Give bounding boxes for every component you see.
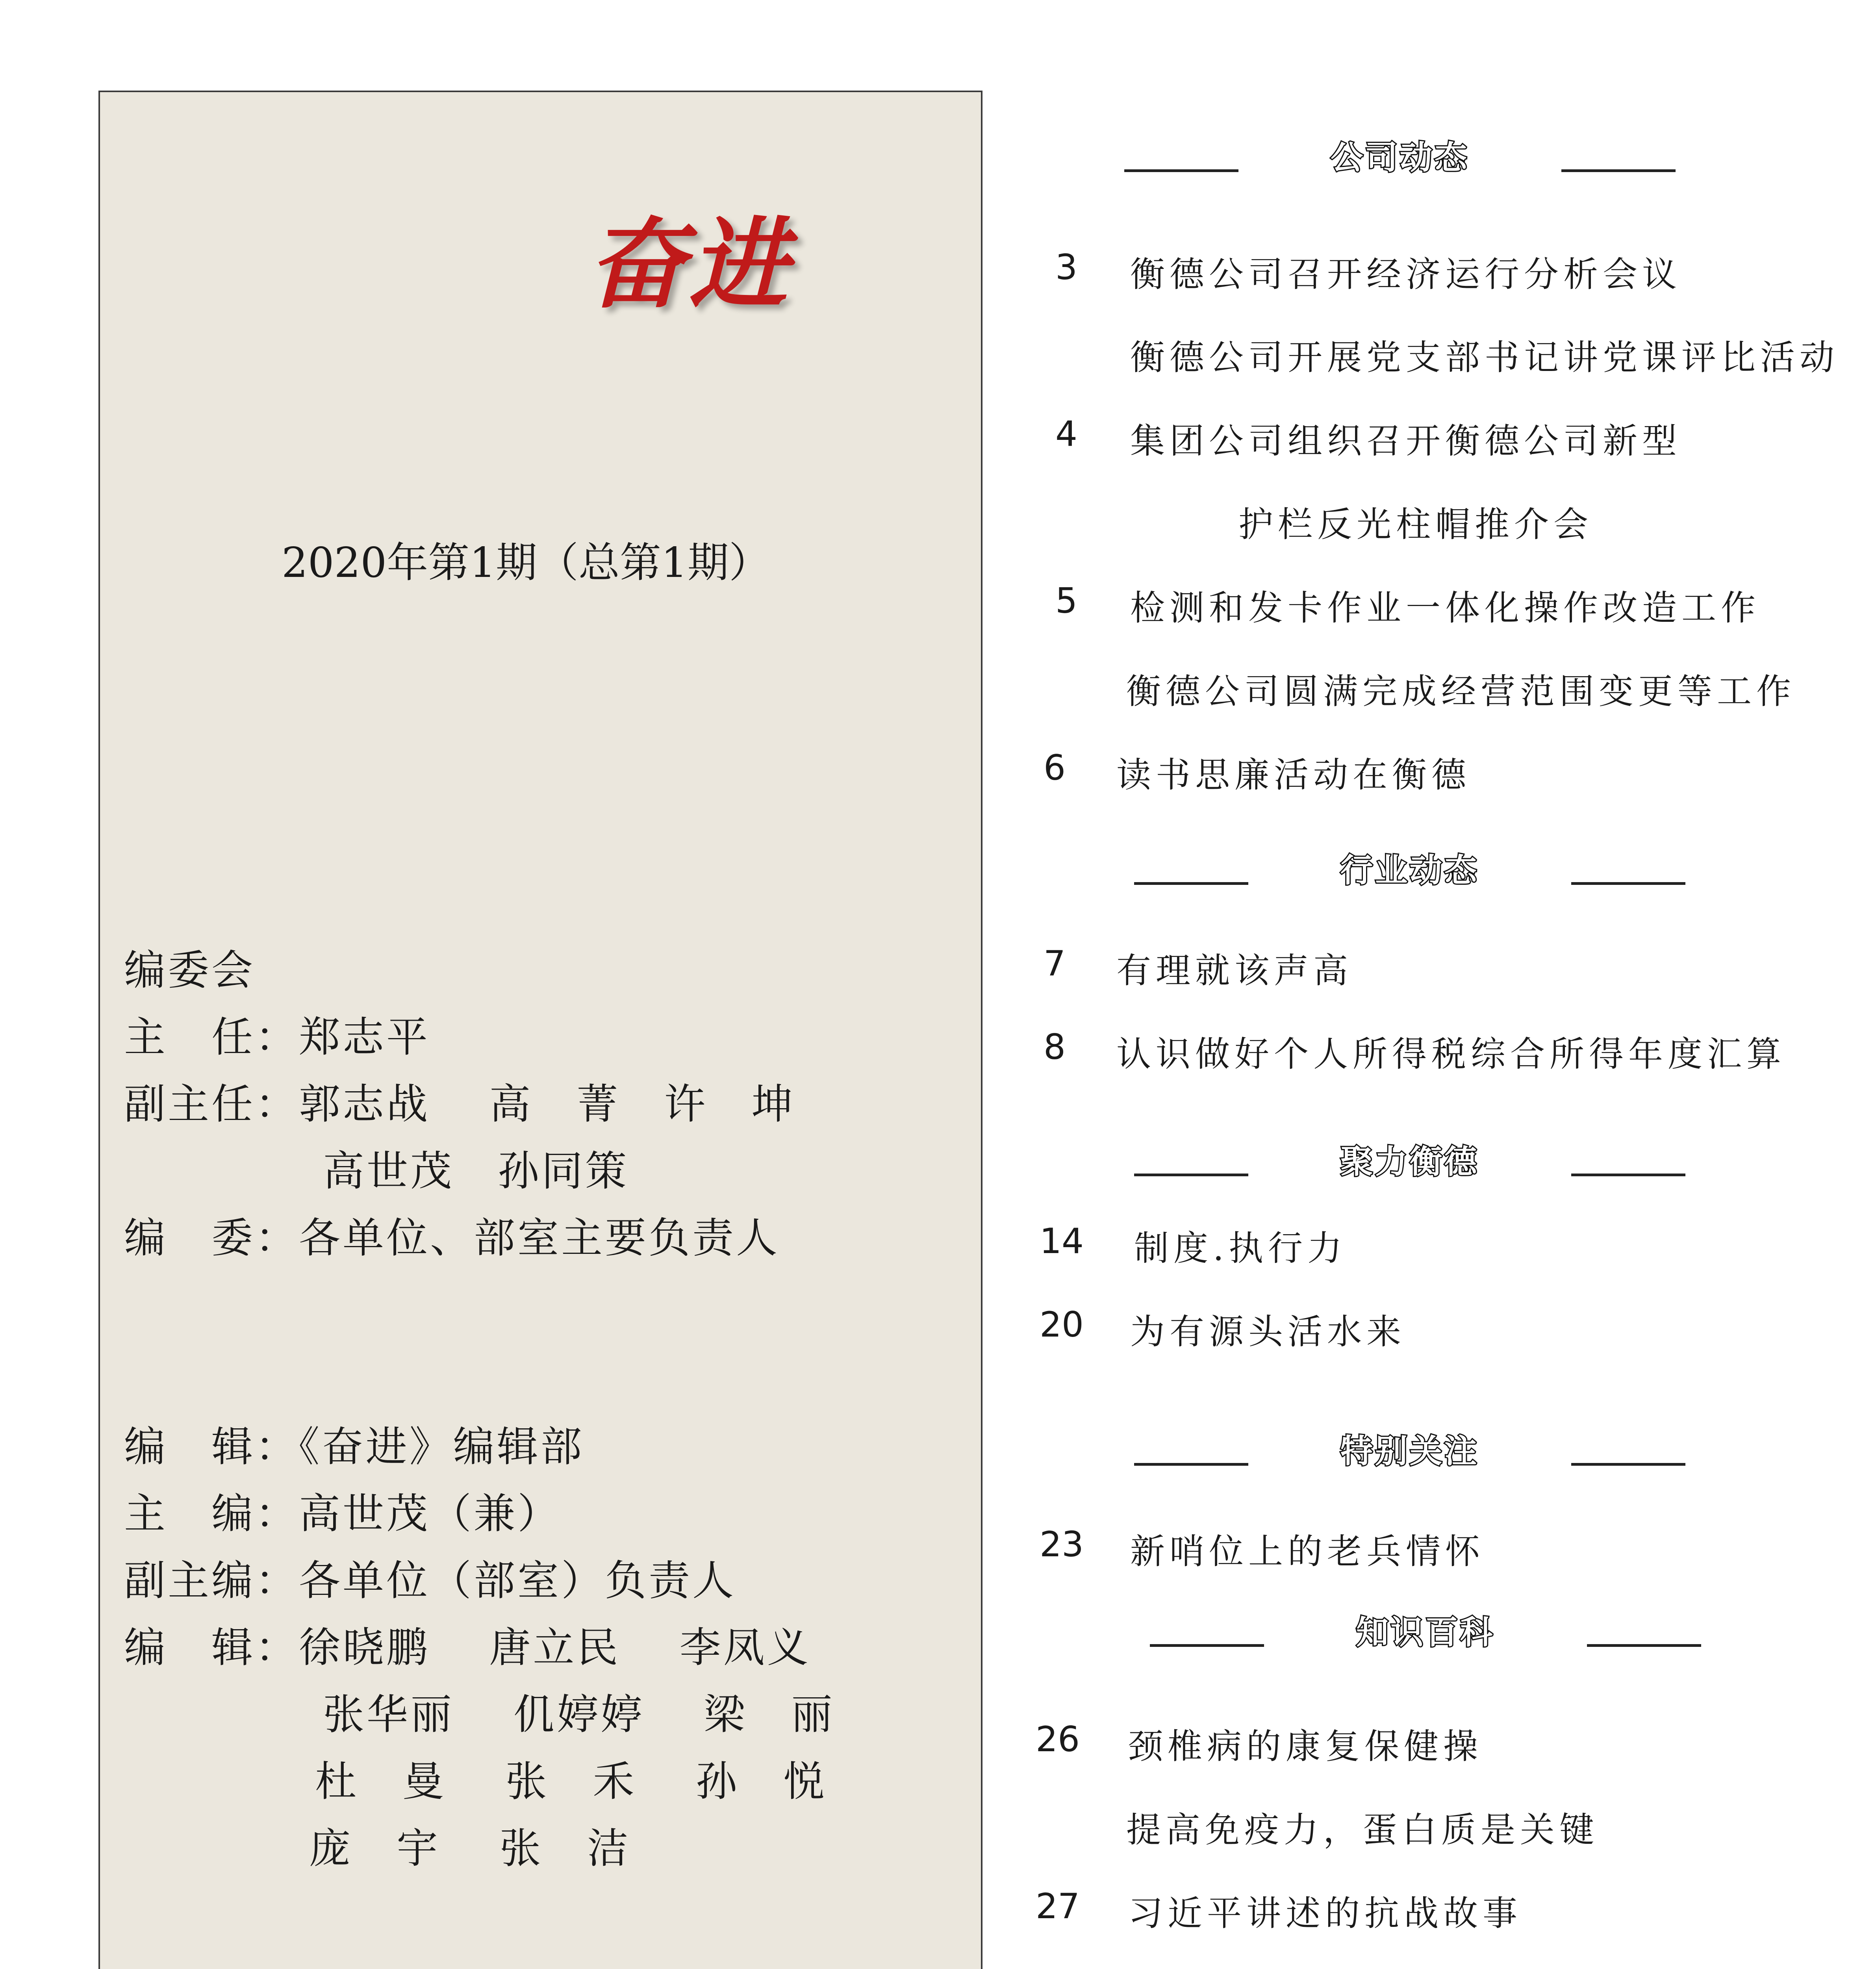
divider [1571,882,1685,885]
section-header-knowledge [1150,1607,1701,1658]
deputy-editor: 副主编：各单位（部室）负责人 [124,1557,736,1605]
editors-line-2: 张华丽 仉婷婷 梁 丽 [323,1691,835,1739]
toc-entry[interactable]: 颈椎病的康复保健操 [1128,1726,1483,1767]
toc-entry[interactable]: 制度.执行力 [1134,1228,1347,1268]
section-title: 行业动态 [1340,852,1479,889]
section-title: 公司动态 [1330,139,1469,176]
toc-page-number: 26 [1036,1719,1080,1759]
toc-entry[interactable]: 护栏反光柱帽推介会 [1238,504,1593,545]
section-header-company-news [1124,132,1676,183]
toc-entry[interactable]: 为有源头活水来 [1130,1311,1406,1352]
toc-page-number: 23 [1040,1524,1084,1565]
toc-page-number: 4 [1055,413,1077,454]
toc-page-number: 5 [1055,580,1077,621]
divider [1561,169,1676,172]
divider [1571,1174,1685,1176]
magazine-title: 奋进 [587,206,792,322]
section-header-special-focus [1134,1426,1685,1477]
section-title: 聚力衡德 [1340,1143,1479,1181]
chief-editor: 主 编：高世茂（兼） [124,1490,562,1538]
toc-entry[interactable]: 集团公司组织召开衡德公司新型 [1130,421,1682,461]
divider [1587,1644,1701,1647]
toc-page-number: 8 [1044,1027,1066,1067]
toc-page-number: 20 [1040,1304,1084,1345]
toc-entry[interactable]: 检测和发卡作业一体化操作改造工作 [1130,588,1761,628]
toc-entry[interactable]: 习近平讲述的抗战故事 [1128,1893,1522,1934]
toc-entry[interactable]: 衡德公司圆满完成经营范围变更等工作 [1126,671,1796,712]
editors-line-3: 杜 曼 张 禾 孙 悦 [315,1758,827,1806]
toc-page-number: 27 [1036,1886,1080,1926]
issue-number: 2020年第1期（总第1期） [282,539,770,587]
toc-entry[interactable]: 新哨位上的老兵情怀 [1130,1531,1485,1572]
toc-page-number: 14 [1040,1221,1084,1261]
section-header-focus-hengde [1134,1136,1685,1187]
committee-vice-chair: 副主任：郭志战 高 菁 许 坤 [124,1080,795,1128]
divider [1571,1463,1685,1466]
editors-line-1: 编 辑：徐晓鹏 唐立民 李凤义 [124,1624,811,1672]
committee-heading: 编委会 [124,946,256,994]
section-title: 知识百科 [1356,1614,1495,1651]
toc-page-number: 3 [1055,247,1077,287]
toc-page-number: 7 [1044,943,1066,984]
toc-entry[interactable]: 有理就该声高 [1116,950,1353,991]
committee-members: 编 委：各单位、部室主要负责人 [124,1214,780,1262]
toc-entry[interactable]: 提高免疫力，蛋白质是关键 [1126,1810,1599,1850]
toc-entry[interactable]: 衡德公司召开经济运行分析会议 [1130,254,1682,295]
committee-vice-chair-cont: 高世茂 孙同策 [323,1147,629,1195]
section-header-industry-news [1134,845,1685,896]
editors-line-4: 庞 宇 张 洁 [309,1824,631,1873]
toc-page-number: 6 [1044,747,1066,788]
section-title: 特别关注 [1340,1433,1479,1470]
committee-chair: 主 任：郑志平 [124,1013,430,1061]
toc-entry[interactable]: 读书思廉活动在衡德 [1116,755,1471,795]
editor-dept: 编 辑：《奋进》编辑部 [124,1423,584,1471]
toc-entry[interactable]: 衡德公司开展党支部书记讲党课评比活动 [1130,337,1839,378]
toc-entry[interactable]: 认识做好个人所得税综合所得年度汇算 [1116,1034,1786,1074]
